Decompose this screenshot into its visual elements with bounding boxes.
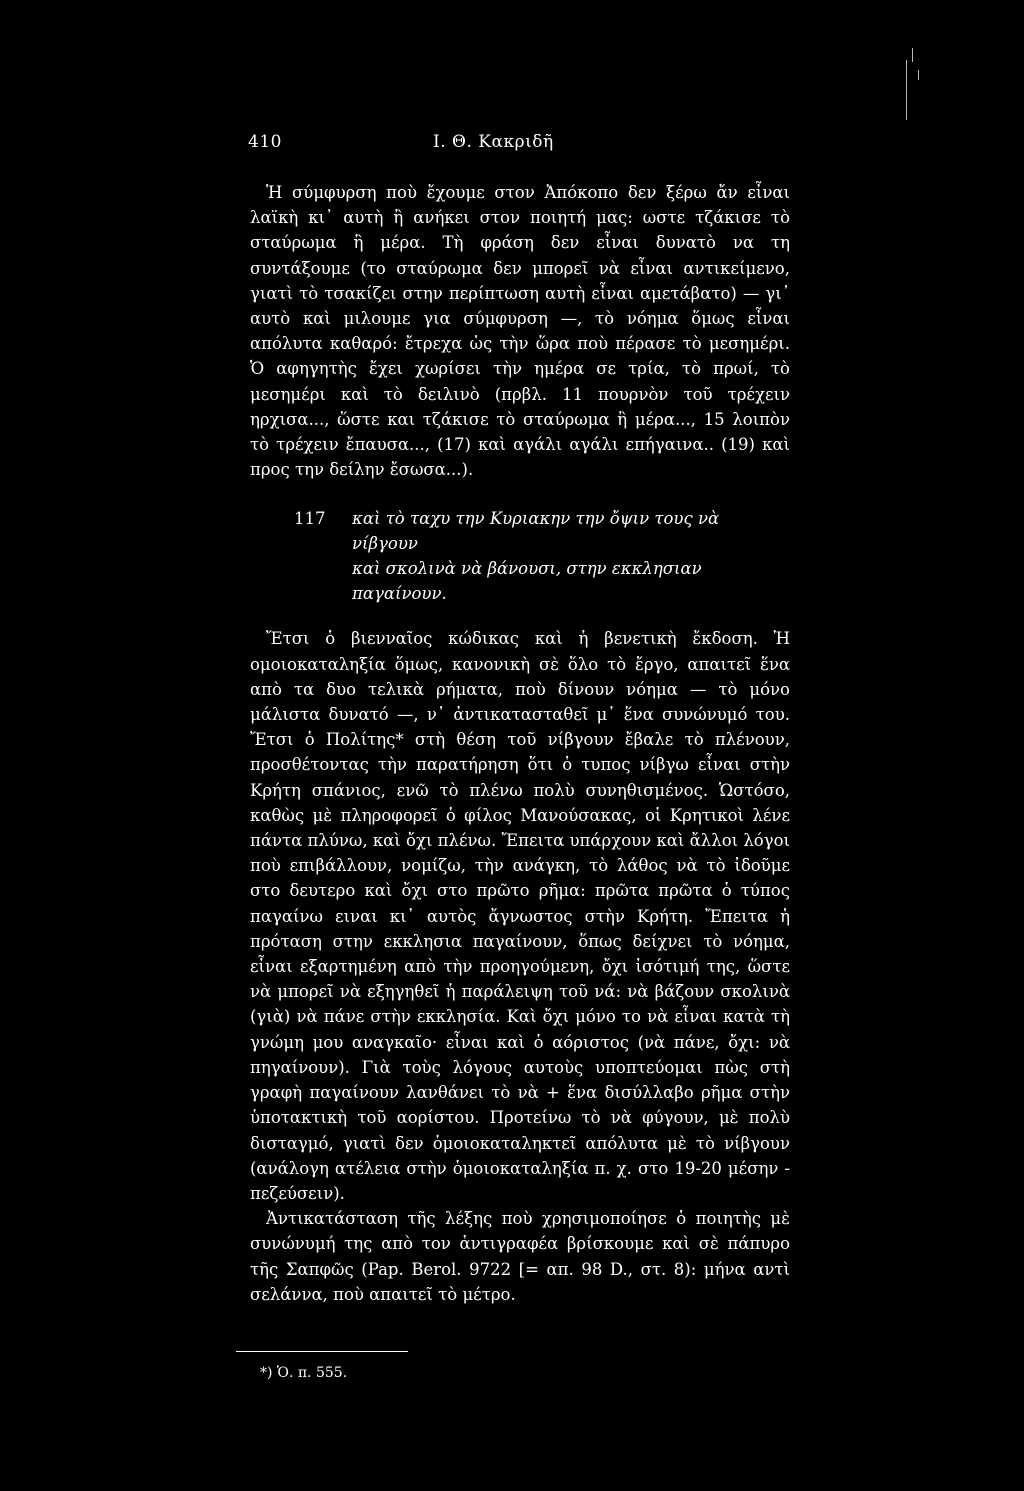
verse-line-2: καὶ σκολινὰ νὰ βάνουσι, στην εκκλησιαν παγαίνουν. bbox=[352, 559, 702, 604]
verse-line-1: καὶ τὸ ταχυ την Κυριακην την ὄψιν τους νὰ νίβγουν bbox=[352, 509, 720, 554]
footnote-rule bbox=[236, 1351, 408, 1352]
verse-quote bbox=[250, 506, 790, 606]
verse-number: 117 bbox=[294, 509, 326, 529]
page-header bbox=[0, 132, 1024, 156]
footnote: *) Ὁ. π. 555. bbox=[260, 1365, 348, 1381]
running-head: Ι. Θ. Κακριδῆ bbox=[433, 132, 554, 152]
paragraph-2: Ἔτσι ὁ βιενναῖος κώδικας καὶ ἡ βενετικὴ ἔκδοση. Ἡ ομοιοκαταληξία ὅμως, κανονικὴ σὲ ὅλο τὸ ἔργο, απαιτεῖ ἕνα απὸ τα δυο τελικὰ ρήματα, ποὺ δίνουν νόημα — τὸ μόνο μάλιστα δυνατό —, ν᾽ ἀντικατασταθεῖ μ᾽ ἕνα συνώνυμό του. Ἔτσι ὁ Πολίτης* στὴ θέση τοῦ νίβγουν ἔβαλε τὸ πλένουν, προσθέτοντας τὴν παρατήρηση ὅτι ὁ τυπος νίβγω εἶναι στὴν Κρήτη σπάνιος, ενῶ τὸ πλένω πολὺ συνηθισμένος. Ὡστόσο, καθὼς μὲ πληροφορεῖ ὁ φίλος Μανούσακας, οἱ Κρητικοὶ λένε πάντα πλύνω, καὶ ὄχι πλένω. Ἔπειτα υπάρχουν καὶ ἄλλοι λόγοι ποὺ επιβάλλουν, νομίζω, τὴν ανάγκη, τὸ λάθος νὰ τὸ ἰδοῦμε στο δευτερο καὶ ὄχι στο πρῶτο ρῆμα: πρῶτα πρῶτα ὁ τύπος παγαίνω ειναι κι᾽ αυτὸς ἄγνωστος στὴν Κρήτη. Ἔπειτα ἡ πρόταση στην εκκλησια παγαίνουν, ὅπως δείχνει τὸ νόημα, εἶναι εξαρτημένη απὸ τὴν προηγούμενη, ὄχι ἰσότιμή της, ὥστε νὰ μπορεῖ νὰ εξηγηθεῖ ἡ παράλειψη τοῦ νά: νὰ βάζουν σκολινὰ (γιὰ) νὰ πάνε στὴν εκκλησία. Καὶ ὄχι μόνο το νὰ εἶναι κατὰ τὴ γνώμη μου αναγκαῖο· εἶναι καὶ ὁ αόριστος (νὰ πάνε, ὄχι: νὰ πηγαίνουν). Γιὰ τοὺς λόγους αυτοὺς υποπτεύομαι πὼς στὴ γραφὴ παγαίνουν λανθάνει τὸ νὰ + ἕνα δισύλλαβο ρῆμα στὴν ὑποτακτικὴ τοῦ αορίστου. Προτείνω τὸ νὰ φύγουν, μὲ πολὺ δισταγμό, γιατὶ δεν ὁμοιοκαταληκτεῖ απόλυτα μὲ τὸ νίβγουν (ανάλογη ατέλεια στὴν ὁμοιοκαταληξία π. χ. στο 19-20 μέσην - πεζεύσειν). bbox=[250, 629, 790, 1203]
body-text bbox=[250, 180, 790, 1307]
margin-marks bbox=[904, 40, 924, 140]
paragraph-3: Ἀντικατάσταση τῆς λέξης ποὺ χρησιμοποίησε ὁ ποιητὴς μὲ συνώνυμή της απὸ τον ἀντιγραφέα βρίσκουμε καὶ σὲ πάπυρο τῆς Σαπφῶς (Pap. Berol. 9722 [= απ. 98 D., στ. 8): μήνα αντὶ σελάννα, ποὺ απαιτεῖ τὸ μέτρο. bbox=[250, 1209, 790, 1304]
paragraph-1: Ἡ σύμφυρση ποὺ ἔχουμε στον Ἀπόκοπο δεν ξέρω ἄν εἶναι λαϊκὴ κι᾽ αυτὴ ἢ ανήκει στον ποιητή μας: ωστε τζάκισε τὸ σταύρωμα ἢ μέρα. Τὴ φράση δεν εἶναι δυνατὸ να τη συντάξουμε (το σταύρωμα δεν μπορεῖ νὰ εἶναι αντικείμενο, γιατὶ τὸ τσακίζει στην περίπτωση αυτὴ εἶναι αμετάβατο) — γι᾽ αυτὸ καὶ μιλουμε για σύμφυρση —, τὸ νόημα ὅμως εἶναι απόλυτα καθαρό: ἔτρεχα ὡς τὴν ὥρα ποὺ πέρασε τὸ μεσημέρι. Ὁ αφηγητὴς ἔχει χωρίσει τὴν ημέρα σε τρία, τὸ πρωί, τὸ μεσημέρι καὶ τὸ δειλινὸ (πρβλ. 11 πουρνὸν τοῦ τρέχειν ηρχισα..., ὥστε και τζάκισε τὸ σταύρωμα ἢ μέρα..., 15 λοιπὸν τὸ τρέχειν ἔπαυσα..., (17) καὶ αγάλι αγάλι επήγαινα.. (19) καὶ προς την δείλην ἔσωσα...). bbox=[250, 183, 790, 480]
page-number: 410 bbox=[248, 132, 282, 152]
